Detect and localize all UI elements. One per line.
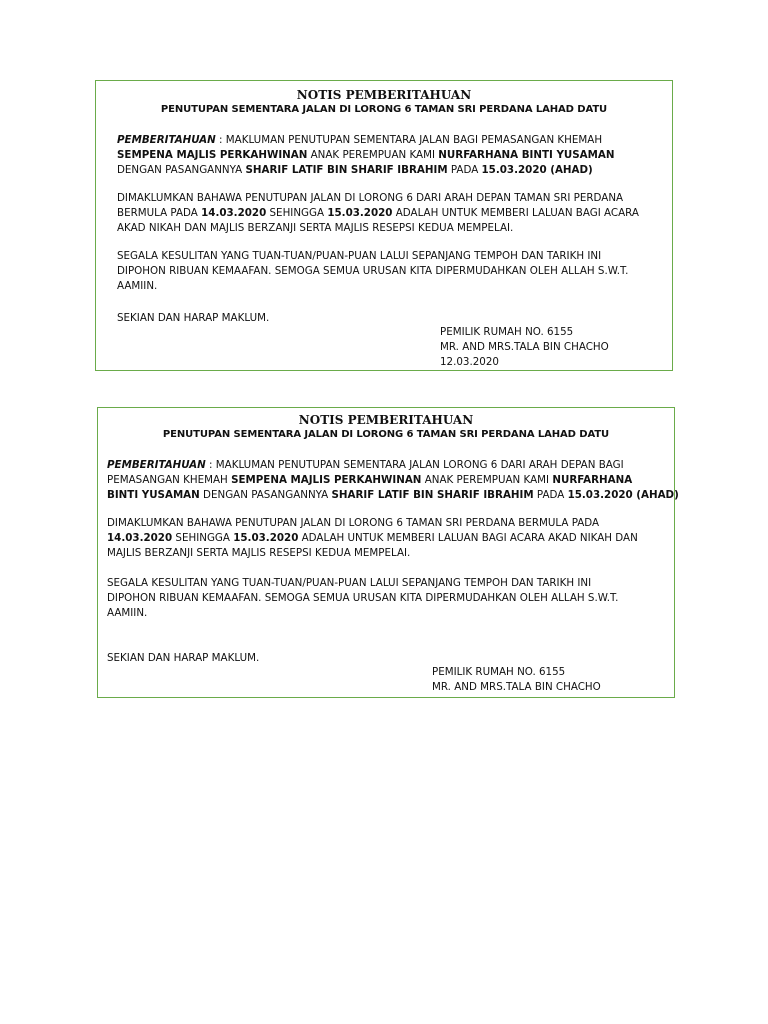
signature-line: MR. AND MRS.TALA BIN CHACHO <box>440 341 609 354</box>
notice-paragraph-announcement <box>117 133 615 179</box>
paragraph-line <box>117 206 639 221</box>
bold-span: NURFARHANA <box>552 474 633 487</box>
bold-span: NURFARHANA BINTI YUSAMAN <box>438 149 615 162</box>
announcement-label: PEMBERITAHUAN <box>117 134 216 146</box>
notice-closing: SEKIAN DAN HARAP MAKLUM. <box>107 652 260 664</box>
text-span: : MAKLUMAN PENUTUPAN SEMENTARA JALAN LORONG 6 DARI ARAH DEPAN BAGI <box>205 459 624 471</box>
signature-line: PEMILIK RUMAH NO. 6155 <box>432 666 566 678</box>
bold-span: 15.03.2020 (AHAD) <box>481 164 593 177</box>
notice-closing: SEKIAN DAN HARAP MAKLUM. <box>117 312 270 324</box>
notice-subtitle: PENUTUPAN SEMENTARA JALAN DI LORONG 6 TAMAN SRI PERDANA LAHAD DATU <box>162 429 610 440</box>
paragraph-line: DIMAKLUMKAN BAHAWA PENUTUPAN JALAN DI LORONG 6 DARI ARAH DEPAN TAMAN SRI PERDANA <box>117 192 624 204</box>
bold-span: 15.03.2020 <box>327 207 393 220</box>
text-span: DENGAN PASANGANNYA <box>199 489 332 502</box>
notice-title: NOTIS PEMBERITAHUAN <box>296 88 472 102</box>
announcement-label: PEMBERITAHUAN <box>107 459 206 471</box>
text-span: ANAK PEREMPUAN KAMI <box>421 474 553 487</box>
paragraph-line: AAMIIN. <box>117 280 158 293</box>
paragraph-line: SEGALA KESULITAN YANG TUAN-TUAN/PUAN-PUAN LALUI SEPANJANG TEMPOH DAN TARIKH INI <box>107 577 592 589</box>
paragraph-line: DIPOHON RIBUAN KEMAAFAN. SEMOGA SEMUA URUSAN KITA DIPERMUDAHKAN OLEH ALLAH S.W.T. <box>107 592 619 605</box>
notice-signature <box>440 325 609 371</box>
notice-paragraph-apology <box>117 249 628 295</box>
text-span: ADALAH UNTUK MEMBERI LALUAN BAGI ACARA <box>392 207 639 220</box>
notice-paragraph-closure <box>117 191 639 237</box>
notice-card-2 <box>97 407 679 698</box>
bold-span: 15.03.2020 <box>233 532 299 545</box>
text-span: SEHINGGA <box>266 207 328 220</box>
bold-span: SEMPENA MAJLIS PERKAHWINAN <box>117 149 308 162</box>
paragraph-line <box>107 473 679 488</box>
text-span: DENGAN PASANGANNYA <box>117 164 246 177</box>
notice-title: NOTIS PEMBERITAHUAN <box>298 413 474 427</box>
bold-span: 14.03.2020 <box>201 207 267 220</box>
paragraph-line: DIPOHON RIBUAN KEMAAFAN. SEMOGA SEMUA URUSAN KITA DIPERMUDAHKAN OLEH ALLAH S.W.T. <box>117 265 629 278</box>
signature-date: 12.03.2020 <box>440 356 499 369</box>
bold-span: 15.03.2020 (AHAD) <box>567 489 679 502</box>
paragraph-line <box>117 133 615 148</box>
paragraph-line: AAMIIN. <box>107 607 148 620</box>
text-span: ANAK PEREMPUAN KAMI <box>307 149 439 162</box>
text-span: PEMASANGAN KHEMAH <box>107 474 232 487</box>
paragraph-line <box>107 488 679 503</box>
text-span: PADA <box>533 489 568 502</box>
paragraph-line <box>117 148 615 163</box>
notice-paragraph-announcement <box>107 458 679 504</box>
bold-span: SHARIF LATIF BIN SHARIF IBRAHIM <box>245 164 448 177</box>
signature-line: PEMILIK RUMAH NO. 6155 <box>440 326 574 338</box>
text-span: ADALAH UNTUK MEMBERI LALUAN BAGI ACARA AKAD NIKAH DAN <box>298 532 638 545</box>
text-span: BERMULA PADA <box>117 207 202 220</box>
paragraph-line: DIMAKLUMKAN BAHAWA PENUTUPAN JALAN DI LORONG 6 TAMAN SRI PERDANA BERMULA PADA <box>107 517 600 529</box>
paragraph-line: MAJLIS BERZANJI SERTA MAJLIS RESEPSI KEDUA MEMPELAI. <box>107 547 411 560</box>
text-span: PADA <box>447 164 482 177</box>
bold-span: SHARIF LATIF BIN SHARIF IBRAHIM <box>331 489 534 502</box>
text-span: SEHINGGA <box>172 532 234 545</box>
paragraph-line <box>107 531 638 546</box>
paragraph-line <box>107 458 679 473</box>
notice-signature <box>432 665 601 695</box>
notice-paragraph-closure <box>107 516 638 562</box>
paragraph-line: AKAD NIKAH DAN MAJLIS BERZANJI SERTA MAJLIS RESEPSI KEDUA MEMPELAI. <box>117 222 514 235</box>
signature-line: MR. AND MRS.TALA BIN CHACHO <box>432 681 601 694</box>
paragraph-line: SEGALA KESULITAN YANG TUAN-TUAN/PUAN-PUAN LALUI SEPANJANG TEMPOH DAN TARIKH INI <box>117 250 602 262</box>
bold-span: 14.03.2020 <box>107 532 173 545</box>
notice-card-1 <box>95 80 673 371</box>
paragraph-line <box>117 163 615 178</box>
notice-subtitle: PENUTUPAN SEMENTARA JALAN DI LORONG 6 TAMAN SRI PERDANA LAHAD DATU <box>160 104 608 115</box>
text-span: : MAKLUMAN PENUTUPAN SEMENTARA JALAN BAGI PEMASANGAN KHEMAH <box>215 134 603 146</box>
notice-paragraph-apology <box>107 576 618 622</box>
bold-span: BINTI YUSAMAN <box>107 489 200 502</box>
bold-span: SEMPENA MAJLIS PERKAHWINAN <box>231 474 422 487</box>
